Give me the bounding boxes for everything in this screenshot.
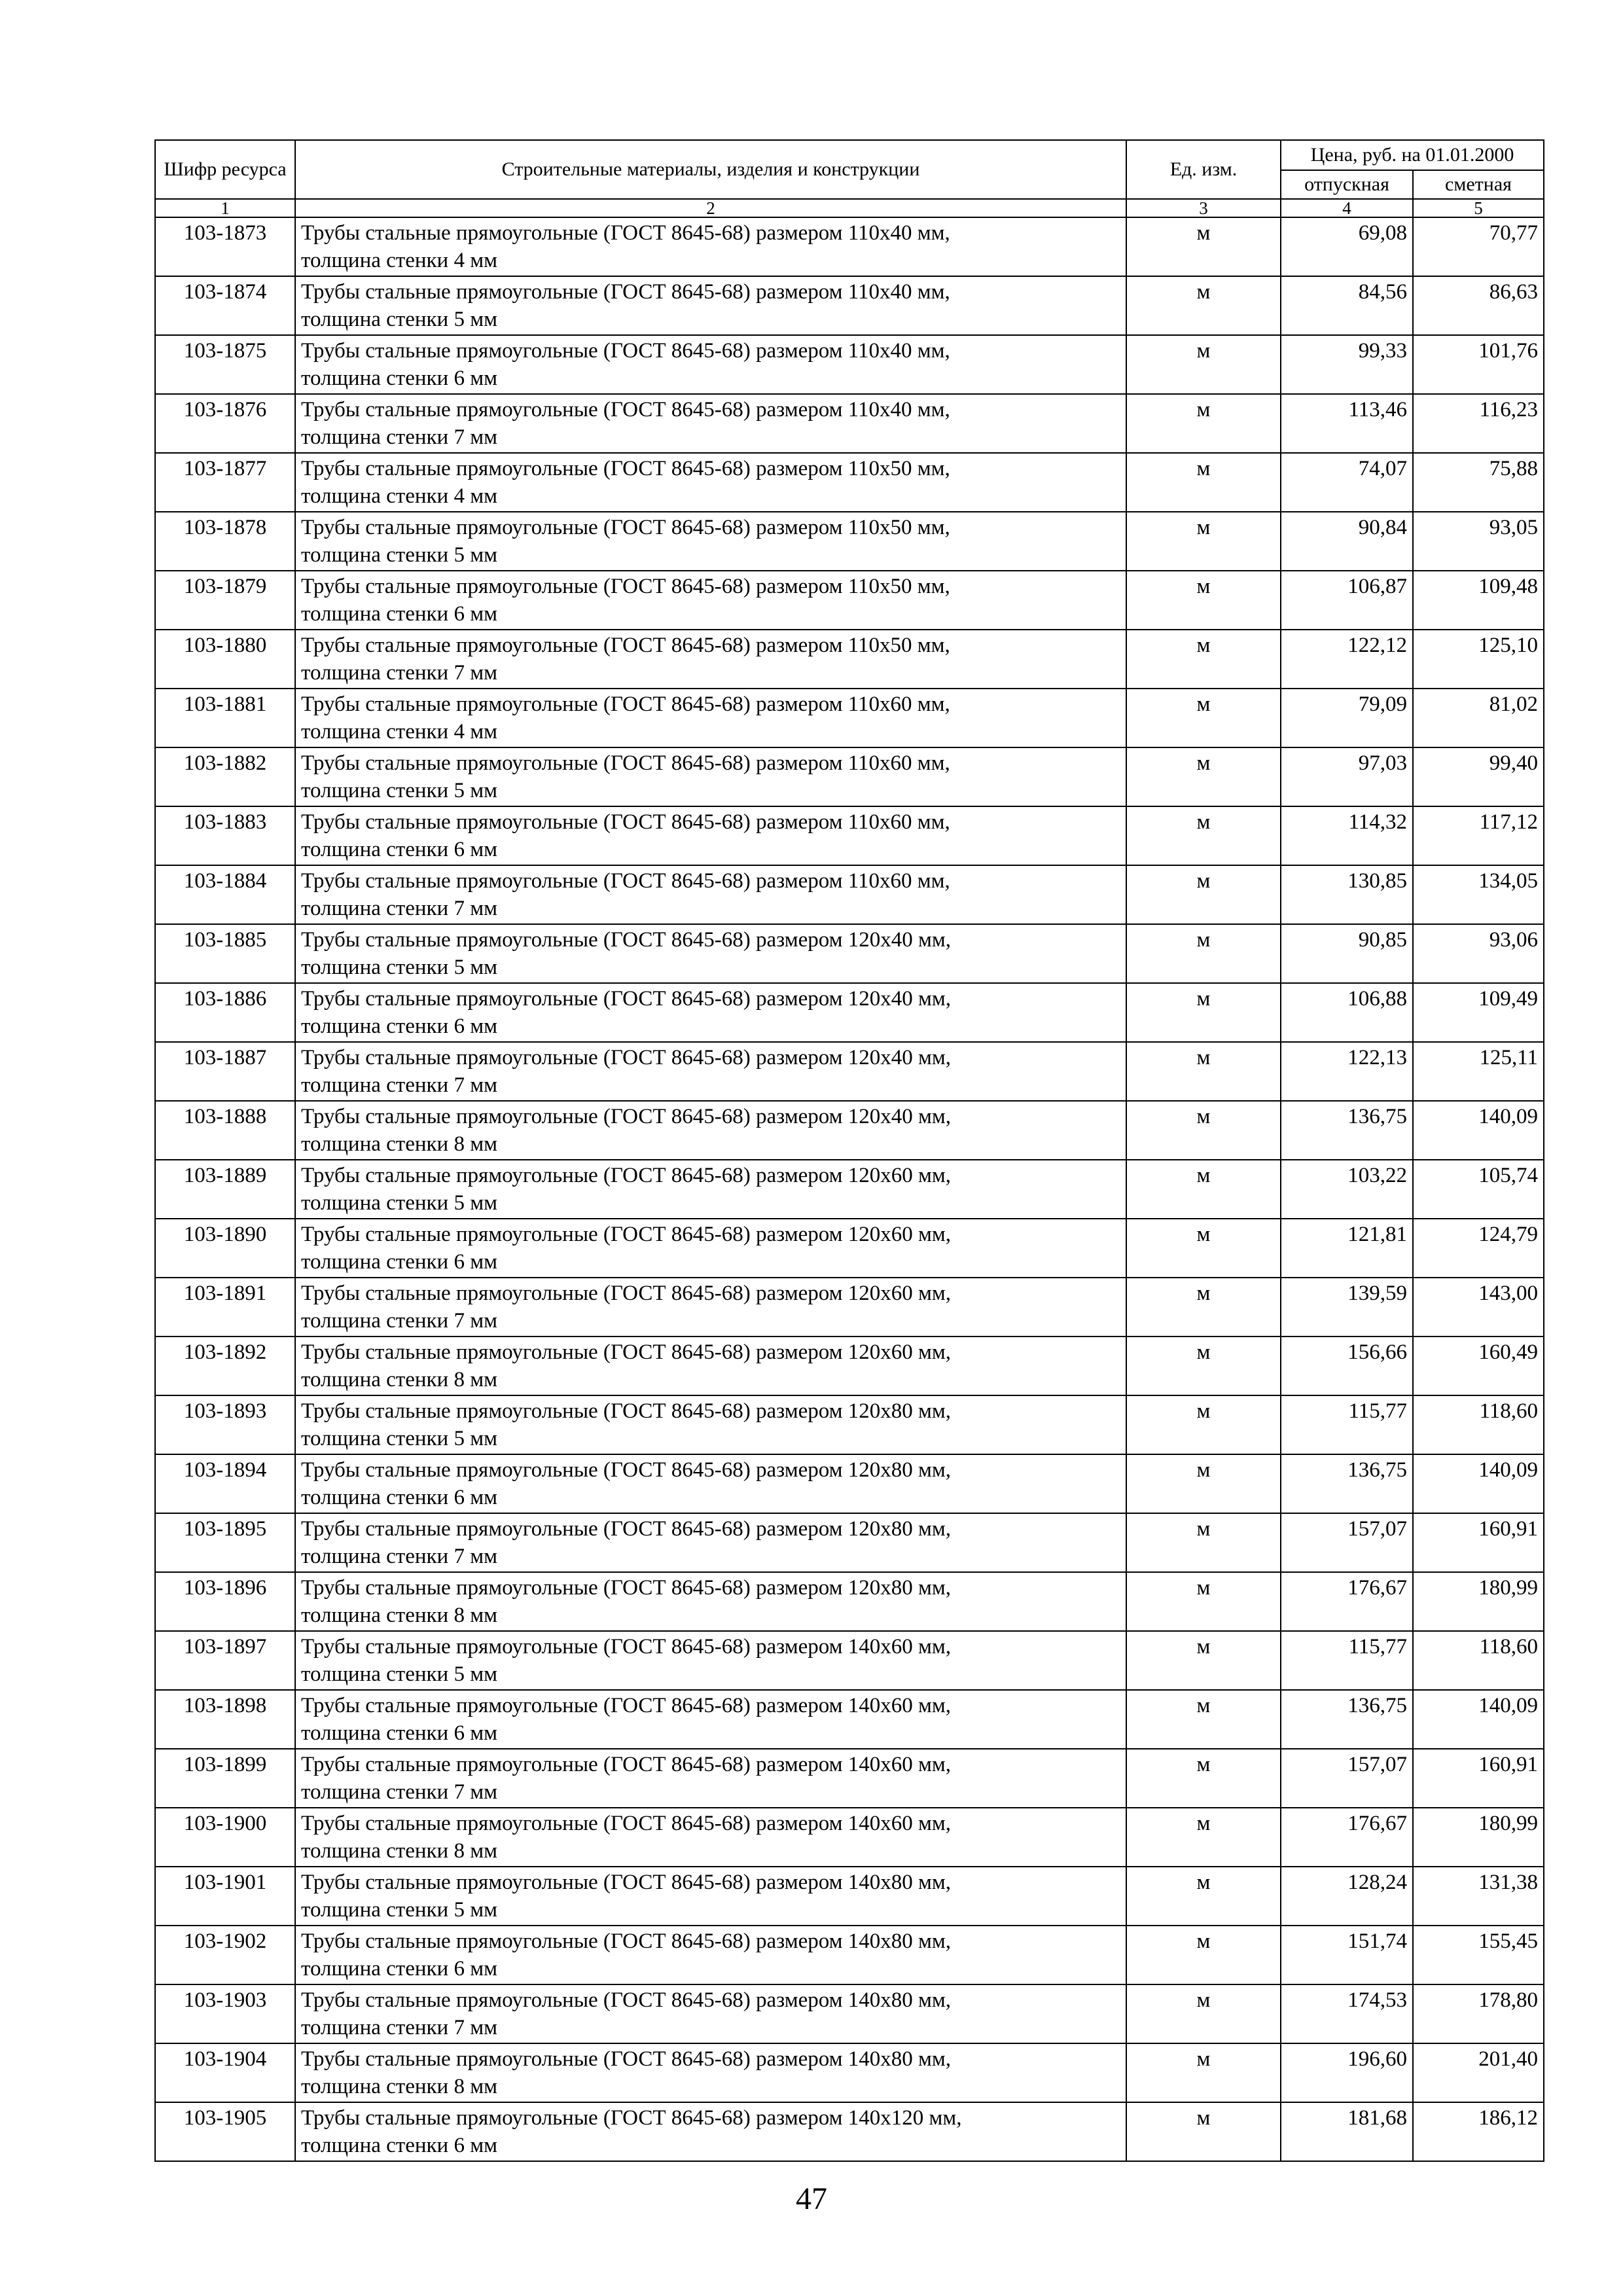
- material-name-cell: [295, 1219, 1126, 1278]
- estimate-price-cell: 178,80: [1413, 1984, 1544, 2043]
- resource-code-cell: 103-1876: [155, 394, 295, 453]
- resource-code-cell: 103-1895: [155, 1513, 295, 1572]
- resource-code-cell: 103-1877: [155, 453, 295, 512]
- material-name-cell: [295, 394, 1126, 453]
- unit-cell: м: [1126, 1513, 1281, 1572]
- estimate-price-cell: 143,00: [1413, 1278, 1544, 1336]
- release-price-cell: 97,03: [1281, 747, 1413, 806]
- table-row: [155, 335, 1544, 394]
- material-thickness-line: толщина стенки 4 мм: [301, 484, 497, 508]
- table-row: [155, 924, 1544, 983]
- release-price-cell: 136,75: [1281, 1101, 1413, 1160]
- material-thickness-line: толщина стенки 7 мм: [301, 2016, 497, 2039]
- table-row: [155, 512, 1544, 571]
- resource-code-cell: 103-1886: [155, 983, 295, 1042]
- unit-cell: м: [1126, 1808, 1281, 1867]
- release-price-cell: 74,07: [1281, 453, 1413, 512]
- release-price-cell: 113,46: [1281, 394, 1413, 453]
- unit-cell: м: [1126, 335, 1281, 394]
- material-name-line: Трубы стальные прямоугольные (ГОСТ 8645-68) размером 110х60 мм,: [301, 692, 950, 716]
- estimate-price-cell: 109,48: [1413, 571, 1544, 630]
- resource-code-cell: 103-1905: [155, 2102, 295, 2161]
- release-price-cell: 176,67: [1281, 1808, 1413, 1867]
- resource-code-cell: 103-1887: [155, 1042, 295, 1101]
- column-number: 3: [1126, 199, 1281, 217]
- material-thickness-line: толщина стенки 4 мм: [301, 249, 497, 272]
- material-name-cell: [295, 983, 1126, 1042]
- material-thickness-line: толщина стенки 5 мм: [301, 308, 497, 331]
- table-row: [155, 1278, 1544, 1336]
- material-name-cell: [295, 1690, 1126, 1749]
- material-thickness-line: толщина стенки 5 мм: [301, 779, 497, 802]
- material-name-line: Трубы стальные прямоугольные (ГОСТ 8645-68) размером 110х50 мм,: [301, 575, 950, 598]
- table-row: [155, 571, 1544, 630]
- unit-cell: м: [1126, 924, 1281, 983]
- table-row: [155, 453, 1544, 512]
- material-name-line: Трубы стальные прямоугольные (ГОСТ 8645-68) размером 120х80 мм,: [301, 1399, 952, 1423]
- material-name-line: Трубы стальные прямоугольные (ГОСТ 8645-68) размером 110х50 мм,: [301, 516, 950, 539]
- estimate-price-cell: 186,12: [1413, 2102, 1544, 2161]
- unit-cell: м: [1126, 1631, 1281, 1690]
- release-price-cell: 115,77: [1281, 1631, 1413, 1690]
- table-row: [155, 1808, 1544, 1867]
- resource-code-cell: 103-1901: [155, 1867, 295, 1926]
- table-header: [155, 140, 1544, 217]
- material-thickness-line: толщина стенки 5 мм: [301, 543, 497, 567]
- release-price-cell: 99,33: [1281, 335, 1413, 394]
- release-price-cell: 106,87: [1281, 571, 1413, 630]
- table-row: [155, 1984, 1544, 2043]
- material-name-line: Трубы стальные прямоугольные (ГОСТ 8645-68) размером 110х40 мм,: [301, 280, 950, 304]
- material-name-cell: [295, 335, 1126, 394]
- material-thickness-line: толщина стенки 6 мм: [301, 1957, 497, 1981]
- material-name-line: Трубы стальные прямоугольные (ГОСТ 8645-68) размером 110х60 мм,: [301, 751, 950, 775]
- material-name-cell: [295, 865, 1126, 924]
- material-name-cell: [295, 1513, 1126, 1572]
- material-name-cell: [295, 1395, 1126, 1454]
- table-row: [155, 747, 1544, 806]
- release-price-cell: 84,56: [1281, 276, 1413, 335]
- material-name-cell: [295, 1101, 1126, 1160]
- material-name-line: Трубы стальные прямоугольные (ГОСТ 8645-68) размером 120х60 мм,: [301, 1164, 952, 1187]
- material-thickness-line: толщина стенки 7 мм: [301, 1309, 497, 1333]
- resource-code-cell: 103-1879: [155, 571, 295, 630]
- release-price-cell: 176,67: [1281, 1572, 1413, 1631]
- unit-cell: м: [1126, 1984, 1281, 2043]
- resource-code-cell: 103-1898: [155, 1690, 295, 1749]
- table-row: [155, 983, 1544, 1042]
- material-name-cell: [295, 924, 1126, 983]
- resource-code-cell: 103-1881: [155, 689, 295, 747]
- release-price-cell: 90,84: [1281, 512, 1413, 571]
- release-price-cell: 136,75: [1281, 1454, 1413, 1513]
- material-thickness-line: толщина стенки 6 мм: [301, 367, 497, 390]
- table-row: [155, 1513, 1544, 1572]
- estimate-price-cell: 99,40: [1413, 747, 1544, 806]
- material-name-cell: [295, 453, 1126, 512]
- table-row: [155, 394, 1544, 453]
- material-name-line: Трубы стальные прямоугольные (ГОСТ 8645-68) размером 120х80 мм,: [301, 1458, 952, 1482]
- estimate-price-cell: 105,74: [1413, 1160, 1544, 1219]
- material-name-line: Трубы стальные прямоугольные (ГОСТ 8645-68) размером 120х40 мм,: [301, 987, 952, 1011]
- table-row: [155, 1690, 1544, 1749]
- material-thickness-line: толщина стенки 6 мм: [301, 2134, 497, 2157]
- material-thickness-line: толщина стенки 6 мм: [301, 838, 497, 861]
- resource-code-cell: 103-1894: [155, 1454, 295, 1513]
- material-name-cell: [295, 630, 1126, 689]
- estimate-price-cell: 125,11: [1413, 1042, 1544, 1101]
- estimate-price-cell: 160,49: [1413, 1336, 1544, 1395]
- table-row: [155, 1219, 1544, 1278]
- estimate-price-cell: 75,88: [1413, 453, 1544, 512]
- release-price-cell: 136,75: [1281, 1690, 1413, 1749]
- table-row: [155, 217, 1544, 276]
- header-price-release: отпускная: [1281, 170, 1413, 199]
- material-name-cell: [295, 1631, 1126, 1690]
- table-row: [155, 276, 1544, 335]
- material-name-line: Трубы стальные прямоугольные (ГОСТ 8645-68) размером 110х50 мм,: [301, 457, 950, 480]
- unit-cell: м: [1126, 865, 1281, 924]
- material-name-cell: [295, 512, 1126, 571]
- material-thickness-line: толщина стенки 5 мм: [301, 1427, 497, 1450]
- column-number: 5: [1413, 199, 1544, 217]
- material-name-cell: [295, 1749, 1126, 1808]
- estimate-price-cell: 81,02: [1413, 689, 1544, 747]
- estimate-price-cell: 93,06: [1413, 924, 1544, 983]
- resource-code-cell: 103-1897: [155, 1631, 295, 1690]
- estimate-price-cell: 109,49: [1413, 983, 1544, 1042]
- material-thickness-line: толщина стенки 8 мм: [301, 1132, 497, 1156]
- resource-code-cell: 103-1904: [155, 2043, 295, 2102]
- unit-cell: м: [1126, 1749, 1281, 1808]
- resource-code-cell: 103-1883: [155, 806, 295, 865]
- material-thickness-line: толщина стенки 7 мм: [301, 897, 497, 920]
- unit-cell: м: [1126, 1160, 1281, 1219]
- resource-code-cell: 103-1888: [155, 1101, 295, 1160]
- estimate-price-cell: 118,60: [1413, 1395, 1544, 1454]
- unit-cell: м: [1126, 453, 1281, 512]
- resource-code-cell: 103-1900: [155, 1808, 295, 1867]
- estimate-price-cell: 140,09: [1413, 1690, 1544, 1749]
- estimate-price-cell: 140,09: [1413, 1454, 1544, 1513]
- release-price-cell: 121,81: [1281, 1219, 1413, 1278]
- resource-code-cell: 103-1878: [155, 512, 295, 571]
- table-row: [155, 2043, 1544, 2102]
- material-name-line: Трубы стальные прямоугольные (ГОСТ 8645-68) размером 120х80 мм,: [301, 1576, 952, 1600]
- estimate-price-cell: 93,05: [1413, 512, 1544, 571]
- material-name-cell: [295, 1926, 1126, 1984]
- material-name-cell: [295, 1278, 1126, 1336]
- unit-cell: м: [1126, 1454, 1281, 1513]
- material-name-line: Трубы стальные прямоугольные (ГОСТ 8645-68) размером 120х40 мм,: [301, 1105, 952, 1128]
- material-name-line: Трубы стальные прямоугольные (ГОСТ 8645-68) размером 140х60 мм,: [301, 1812, 952, 1835]
- material-name-cell: [295, 1808, 1126, 1867]
- release-price-cell: 139,59: [1281, 1278, 1413, 1336]
- unit-cell: м: [1126, 1690, 1281, 1749]
- table-row: [155, 1926, 1544, 1984]
- release-price-cell: 196,60: [1281, 2043, 1413, 2102]
- table-row: [155, 1336, 1544, 1395]
- material-thickness-line: толщина стенки 7 мм: [301, 1073, 497, 1097]
- header-price-group: Цена, руб. на 01.01.2000: [1281, 140, 1544, 170]
- header-code: Шифр ресурса: [155, 140, 295, 199]
- resource-code-cell: 103-1873: [155, 217, 295, 276]
- material-name-line: Трубы стальные прямоугольные (ГОСТ 8645-68) размером 110х60 мм,: [301, 810, 950, 834]
- release-price-cell: 79,09: [1281, 689, 1413, 747]
- estimate-price-cell: 160,91: [1413, 1749, 1544, 1808]
- material-name-cell: [295, 2102, 1126, 2161]
- material-thickness-line: толщина стенки 5 мм: [301, 1191, 497, 1215]
- table-row: [155, 689, 1544, 747]
- release-price-cell: 130,85: [1281, 865, 1413, 924]
- resource-code-cell: 103-1891: [155, 1278, 295, 1336]
- unit-cell: м: [1126, 571, 1281, 630]
- estimate-price-cell: 131,38: [1413, 1867, 1544, 1926]
- material-thickness-line: толщина стенки 4 мм: [301, 720, 497, 744]
- resource-code-cell: 103-1882: [155, 747, 295, 806]
- table-row: [155, 1572, 1544, 1631]
- material-thickness-line: толщина стенки 7 мм: [301, 1780, 497, 1804]
- resource-code-cell: 103-1884: [155, 865, 295, 924]
- unit-cell: м: [1126, 806, 1281, 865]
- material-thickness-line: толщина стенки 6 мм: [301, 1721, 497, 1745]
- material-name-cell: [295, 806, 1126, 865]
- material-name-cell: [295, 217, 1126, 276]
- estimate-price-cell: 124,79: [1413, 1219, 1544, 1278]
- estimate-price-cell: 180,99: [1413, 1572, 1544, 1631]
- material-name-cell: [295, 747, 1126, 806]
- table-row: [155, 1631, 1544, 1690]
- material-thickness-line: толщина стенки 6 мм: [301, 1250, 497, 1274]
- release-price-cell: 103,22: [1281, 1160, 1413, 1219]
- material-name-line: Трубы стальные прямоугольные (ГОСТ 8645-68) размером 140х80 мм,: [301, 2047, 952, 2071]
- table-row: [155, 1160, 1544, 1219]
- release-price-cell: 156,66: [1281, 1336, 1413, 1395]
- release-price-cell: 181,68: [1281, 2102, 1413, 2161]
- header-price-estimate: сметная: [1413, 170, 1544, 199]
- table-row: [155, 806, 1544, 865]
- unit-cell: м: [1126, 1278, 1281, 1336]
- unit-cell: м: [1126, 1101, 1281, 1160]
- resource-code-cell: 103-1892: [155, 1336, 295, 1395]
- resource-code-cell: 103-1880: [155, 630, 295, 689]
- material-name-line: Трубы стальные прямоугольные (ГОСТ 8645-68) размером 120х60 мм,: [301, 1223, 952, 1246]
- unit-cell: м: [1126, 630, 1281, 689]
- material-name-line: Трубы стальные прямоугольные (ГОСТ 8645-68) размером 120х80 мм,: [301, 1517, 952, 1541]
- material-thickness-line: толщина стенки 7 мм: [301, 1545, 497, 1568]
- unit-cell: м: [1126, 1336, 1281, 1395]
- material-name-line: Трубы стальные прямоугольные (ГОСТ 8645-68) размером 140х80 мм,: [301, 1988, 952, 2012]
- material-name-line: Трубы стальные прямоугольные (ГОСТ 8645-68) размером 120х40 мм,: [301, 1046, 952, 1069]
- release-price-cell: 122,13: [1281, 1042, 1413, 1101]
- unit-cell: м: [1126, 1572, 1281, 1631]
- header-name: Строительные материалы, изделия и конструкции: [295, 140, 1126, 199]
- resource-code-cell: 103-1889: [155, 1160, 295, 1219]
- column-number: 1: [155, 199, 295, 217]
- unit-cell: м: [1126, 1219, 1281, 1278]
- material-name-line: Трубы стальные прямоугольные (ГОСТ 8645-68) размером 120х60 мм,: [301, 1282, 952, 1305]
- table-row: [155, 1749, 1544, 1808]
- estimate-price-cell: 116,23: [1413, 394, 1544, 453]
- release-price-cell: 106,88: [1281, 983, 1413, 1042]
- unit-cell: м: [1126, 1867, 1281, 1926]
- material-name-cell: [295, 1867, 1126, 1926]
- unit-cell: м: [1126, 1395, 1281, 1454]
- unit-cell: м: [1126, 394, 1281, 453]
- material-name-cell: [295, 571, 1126, 630]
- material-name-line: Трубы стальные прямоугольные (ГОСТ 8645-68) размером 140х120 мм,: [301, 2106, 962, 2130]
- unit-cell: м: [1126, 1926, 1281, 1984]
- release-price-cell: 128,24: [1281, 1867, 1413, 1926]
- estimate-price-cell: 86,63: [1413, 276, 1544, 335]
- release-price-cell: 90,85: [1281, 924, 1413, 983]
- page-number: 47: [796, 2181, 827, 2216]
- material-name-line: Трубы стальные прямоугольные (ГОСТ 8645-68) размером 140х80 мм,: [301, 1929, 952, 1953]
- material-thickness-line: толщина стенки 8 мм: [301, 1839, 497, 1863]
- column-number: 4: [1281, 199, 1413, 217]
- unit-cell: м: [1126, 217, 1281, 276]
- release-price-cell: 174,53: [1281, 1984, 1413, 2043]
- release-price-cell: 69,08: [1281, 217, 1413, 276]
- resource-code-cell: 103-1893: [155, 1395, 295, 1454]
- resource-code-cell: 103-1899: [155, 1749, 295, 1808]
- table-row: [155, 1867, 1544, 1926]
- material-name-line: Трубы стальные прямоугольные (ГОСТ 8645-68) размером 110х50 мм,: [301, 634, 950, 657]
- estimate-price-cell: 70,77: [1413, 217, 1544, 276]
- unit-cell: м: [1126, 512, 1281, 571]
- material-name-cell: [295, 2043, 1126, 2102]
- estimate-price-cell: 180,99: [1413, 1808, 1544, 1867]
- table-body: [155, 217, 1544, 2161]
- material-name-line: Трубы стальные прямоугольные (ГОСТ 8645-68) размером 120х40 мм,: [301, 928, 952, 952]
- material-thickness-line: толщина стенки 8 мм: [301, 1604, 497, 1627]
- material-name-line: Трубы стальные прямоугольные (ГОСТ 8645-68) размером 110х40 мм,: [301, 398, 950, 422]
- material-name-cell: [295, 1042, 1126, 1101]
- release-price-cell: 122,12: [1281, 630, 1413, 689]
- unit-cell: м: [1126, 1042, 1281, 1101]
- estimate-price-cell: 140,09: [1413, 1101, 1544, 1160]
- release-price-cell: 151,74: [1281, 1926, 1413, 1984]
- material-thickness-line: толщина стенки 5 мм: [301, 1898, 497, 1922]
- material-name-line: Трубы стальные прямоугольные (ГОСТ 8645-68) размером 140х60 мм,: [301, 1694, 952, 1717]
- estimate-price-cell: 118,60: [1413, 1631, 1544, 1690]
- material-name-line: Трубы стальные прямоугольные (ГОСТ 8645-68) размером 140х80 мм,: [301, 1871, 952, 1894]
- table-row: [155, 865, 1544, 924]
- material-name-cell: [295, 1160, 1126, 1219]
- material-name-cell: [295, 276, 1126, 335]
- estimate-price-cell: 201,40: [1413, 2043, 1544, 2102]
- resource-code-cell: 103-1874: [155, 276, 295, 335]
- table-row: [155, 2102, 1544, 2161]
- material-name-cell: [295, 689, 1126, 747]
- material-name-line: Трубы стальные прямоугольные (ГОСТ 8645-68) размером 110х60 мм,: [301, 869, 950, 893]
- material-name-line: Трубы стальные прямоугольные (ГОСТ 8645-68) размером 120х60 мм,: [301, 1340, 952, 1364]
- material-name-line: Трубы стальные прямоугольные (ГОСТ 8645-68) размером 110х40 мм,: [301, 339, 950, 363]
- estimate-price-cell: 134,05: [1413, 865, 1544, 924]
- material-name-line: Трубы стальные прямоугольные (ГОСТ 8645-68) размером 140х60 мм,: [301, 1753, 952, 1776]
- release-price-cell: 115,77: [1281, 1395, 1413, 1454]
- material-thickness-line: толщина стенки 6 мм: [301, 1014, 497, 1038]
- material-thickness-line: толщина стенки 6 мм: [301, 1486, 497, 1509]
- resource-code-cell: 103-1896: [155, 1572, 295, 1631]
- material-name-line: Трубы стальные прямоугольные (ГОСТ 8645-68) размером 110х40 мм,: [301, 221, 950, 245]
- material-thickness-line: толщина стенки 6 мм: [301, 602, 497, 626]
- resource-code-cell: 103-1875: [155, 335, 295, 394]
- material-thickness-line: толщина стенки 5 мм: [301, 1662, 497, 1686]
- resource-code-cell: 103-1885: [155, 924, 295, 983]
- unit-cell: м: [1126, 2102, 1281, 2161]
- resource-code-cell: 103-1890: [155, 1219, 295, 1278]
- estimate-price-cell: 117,12: [1413, 806, 1544, 865]
- material-thickness-line: толщина стенки 7 мм: [301, 661, 497, 685]
- table-row: [155, 1101, 1544, 1160]
- release-price-cell: 157,07: [1281, 1513, 1413, 1572]
- header-unit: Ед. изм.: [1126, 140, 1281, 199]
- table-row: [155, 1454, 1544, 1513]
- table-row: [155, 1395, 1544, 1454]
- release-price-cell: 114,32: [1281, 806, 1413, 865]
- unit-cell: м: [1126, 747, 1281, 806]
- estimate-price-cell: 160,91: [1413, 1513, 1544, 1572]
- unit-cell: м: [1126, 689, 1281, 747]
- material-thickness-line: толщина стенки 8 мм: [301, 1368, 497, 1391]
- material-name-cell: [295, 1454, 1126, 1513]
- material-name-cell: [295, 1572, 1126, 1631]
- release-price-cell: 157,07: [1281, 1749, 1413, 1808]
- column-number: 2: [295, 199, 1126, 217]
- resource-code-cell: 103-1902: [155, 1926, 295, 1984]
- unit-cell: м: [1126, 276, 1281, 335]
- table-row: [155, 630, 1544, 689]
- unit-cell: м: [1126, 2043, 1281, 2102]
- material-name-line: Трубы стальные прямоугольные (ГОСТ 8645-68) размером 140х60 мм,: [301, 1635, 952, 1659]
- material-name-cell: [295, 1984, 1126, 2043]
- resource-code-cell: 103-1903: [155, 1984, 295, 2043]
- column-number-row: [155, 199, 1544, 217]
- material-thickness-line: толщина стенки 8 мм: [301, 2075, 497, 2098]
- material-name-cell: [295, 1336, 1126, 1395]
- estimate-price-cell: 101,76: [1413, 335, 1544, 394]
- estimate-price-cell: 125,10: [1413, 630, 1544, 689]
- price-table: [154, 139, 1544, 2162]
- unit-cell: м: [1126, 983, 1281, 1042]
- material-thickness-line: толщина стенки 7 мм: [301, 425, 497, 449]
- estimate-price-cell: 155,45: [1413, 1926, 1544, 1984]
- material-thickness-line: толщина стенки 5 мм: [301, 956, 497, 979]
- table-row: [155, 1042, 1544, 1101]
